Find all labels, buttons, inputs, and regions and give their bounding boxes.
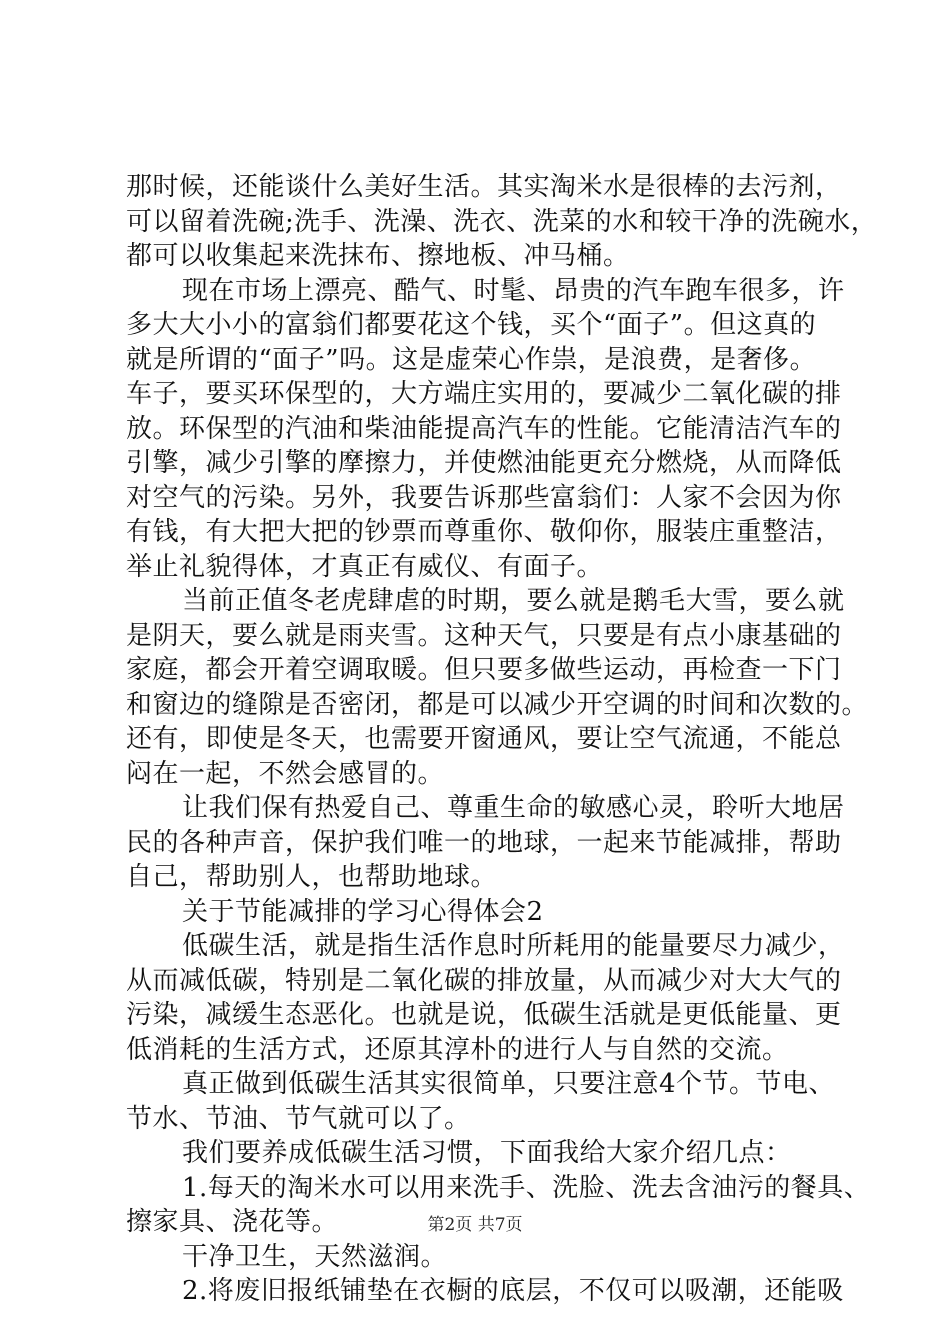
text-line: 闷在一起，不然会感冒的。	[126, 758, 445, 789]
text-line: 可以留着洗碗;洗手、洗澡、洗衣、洗菜的水和较干净的洗碗水，	[126, 206, 878, 237]
text-line: 我们要养成低碳生活习惯，下面我给大家介绍几点：	[182, 1138, 792, 1168]
text-line: 低碳生活，就是指生活作息时所耗用的能量要尽力减少，	[182, 931, 845, 961]
text-line: 家庭，都会开着空调取暖。但只要多做些运动，再检查一下门	[126, 655, 842, 685]
text-line: 车子，要买环保型的，大方端庄实用的，要减少二氧化碳的排	[126, 379, 842, 409]
text-line: 2.将废旧报纸铺垫在衣橱的底层，不仅可以吸潮，还能吸	[182, 1276, 844, 1306]
text-line: 是阴天，要么就是雨夹雪。这种天气，只要是有点小康基础的	[126, 620, 842, 651]
text-line: 干净卫生，天然滋润。	[182, 1241, 448, 1272]
text-line: 放。环保型的汽油和柴油能提高汽车的性能。它能清洁汽车的	[126, 413, 842, 444]
text-line: 举止礼貌得体，才真正有威仪、有面子。	[126, 551, 604, 582]
text-line: 让我们保有热爱自己、尊重生命的敏感心灵，聆听大地居	[182, 793, 845, 823]
text-line: 还有，即使是冬天，也需要开窗通风，要让空气流通，不能总	[126, 724, 842, 754]
text-line: 关于节能减排的学习心得体会2	[182, 896, 544, 927]
page-footer: 第2页 共7页	[427, 1215, 523, 1235]
text-line: 自己，帮助别人，也帮助地球。	[126, 862, 498, 892]
text-line: 对空气的污染。另外，我要告诉那些富翁们：人家不会因为你	[126, 482, 842, 513]
text-line: 当前正值冬老虎肆虐的时期，要么就是鹅毛大雪，要么就	[182, 586, 845, 616]
text-line: 擦家具、浇花等。	[126, 1207, 339, 1237]
text-line: 引擎，减少引擎的摩擦力，并使燃油能更充分燃烧，从而降低	[126, 448, 842, 478]
text-line: 节水、节油、节气就可以了。	[126, 1103, 471, 1134]
text-line: 低消耗的生活方式，还原其淳朴的进行人与自然的交流。	[126, 1034, 789, 1065]
text-line: 和窗边的缝隙是否密闭，都是可以减少开空调的时间和次数的。	[126, 689, 869, 720]
text-line: 从而减低碳，特别是二氧化碳的排放量，从而减少对大大气的	[126, 965, 842, 996]
text-line: 那时候，还能谈什么美好生活。其实淘米水是很棒的去污剂，	[126, 172, 842, 202]
text-line: 1.每天的淘米水可以用来洗手、洗脸、洗去含油污的餐具、	[182, 1172, 871, 1203]
text-line: 现在市场上漂亮、酷气、时髦、昂贵的汽车跑车很多，许	[182, 275, 845, 306]
text-line: 有钱，有大把大把的钞票而尊重你、敬仰你，服装庄重整洁，	[126, 517, 842, 547]
text-line: 都可以收集起来洗抹布、擦地板、冲马桶。	[126, 241, 630, 271]
text-line: 污染，减缓生态恶化。也就是说，低碳生活就是更低能量、更	[126, 1000, 842, 1030]
text-line: 多大大小小的富翁们都要花这个钱，买个“面子”。但这真的	[126, 310, 817, 340]
text-line: 真正做到低碳生活其实很简单，只要注意4个节。节电、	[182, 1069, 836, 1099]
text-line: 民的各种声音，保护我们唯一的地球，一起来节能减排，帮助	[126, 827, 842, 858]
text-line: 就是所谓的“面子”吗。这是虚荣心作祟，是浪费，是奢侈。	[126, 344, 817, 375]
body-text	[126, 170, 878, 1309]
